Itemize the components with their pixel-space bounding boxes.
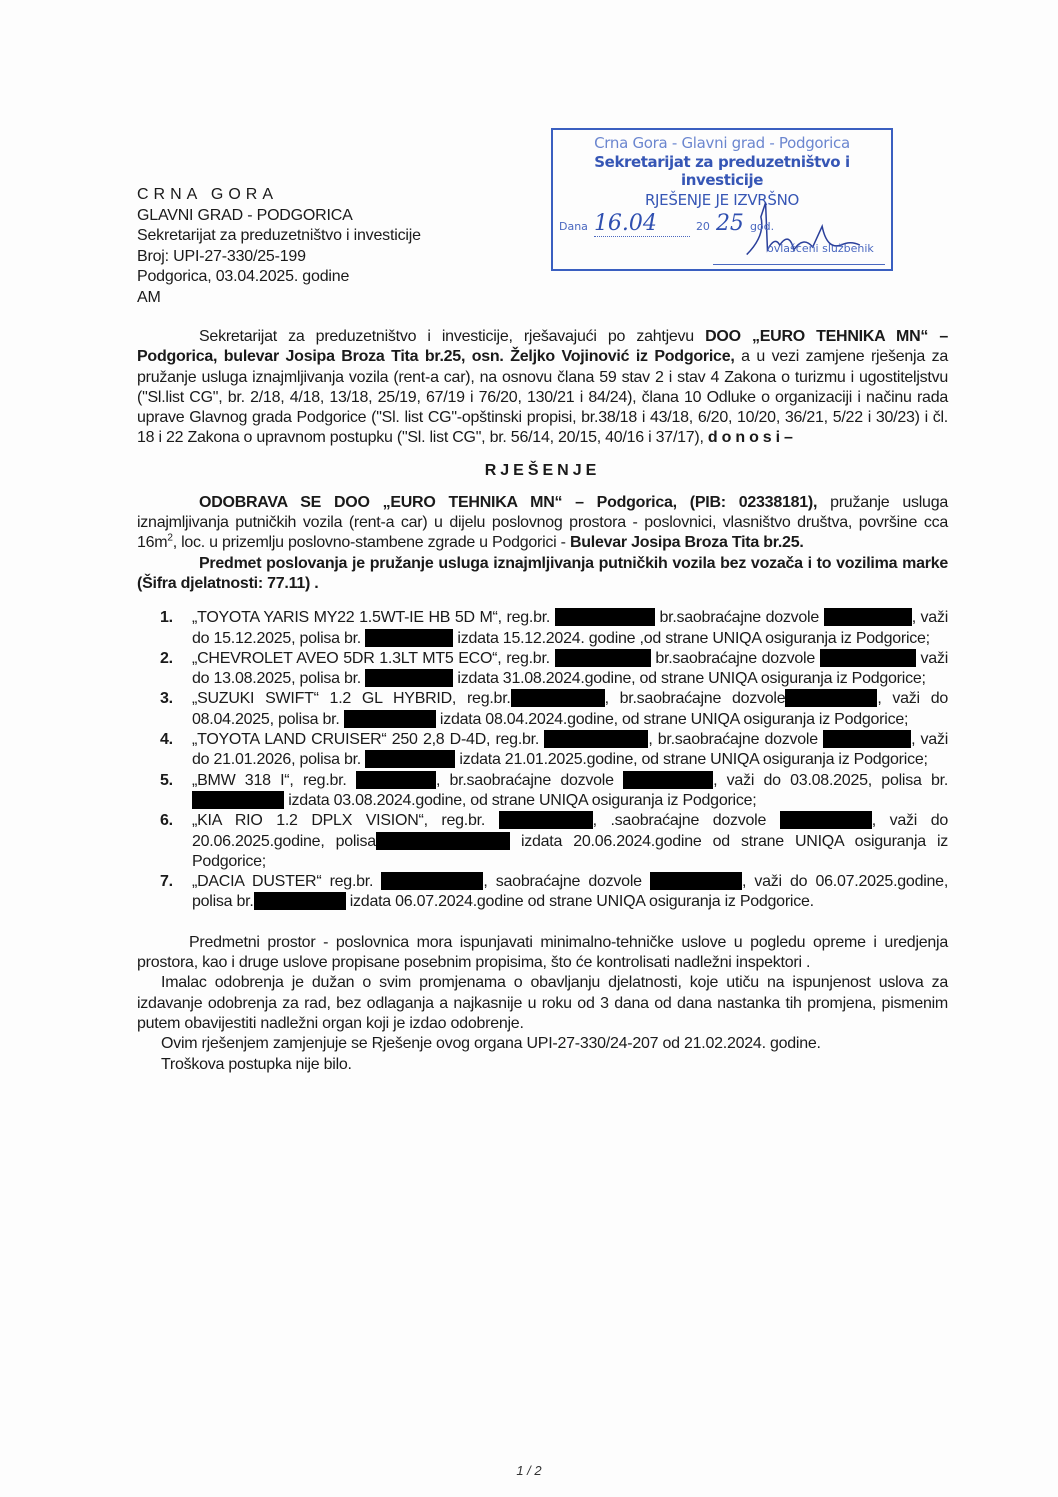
vehicle-list-item xyxy=(160,811,948,872)
list-number: 3. xyxy=(160,690,173,708)
vehicle-text: „TOYOTA YARIS MY22 1.5WT-IE HB 5D M“, reg.br. xyxy=(192,609,555,627)
vehicle-text: , važi do 06.07.2025.godine, polisa br. xyxy=(192,873,949,911)
header-country: CRNA GORA xyxy=(137,186,279,203)
redaction-block xyxy=(820,649,916,667)
redaction-block xyxy=(344,710,436,728)
header-place-date: Podgorica, 03.04.2025. godine xyxy=(137,268,350,285)
redaction-block xyxy=(780,811,872,829)
stamp-year-suffix: 25 xyxy=(715,211,744,236)
vehicle-text: , važi do 15.12.2025, polisa br. xyxy=(192,609,949,647)
vehicle-text: „SUZUKI SWIFT“ 1.2 GL HYBRID, reg.br. xyxy=(192,690,511,708)
vehicle-text: izdata 21.01.2025.godine, od strane UNIQA osiguranja iz Podgorice; xyxy=(455,751,928,769)
closing-paragraphs xyxy=(137,933,948,1075)
vehicle-list-item xyxy=(160,730,948,771)
list-number: 6. xyxy=(160,812,173,830)
vehicle-text: br.saobraćajne dozvole xyxy=(654,609,824,627)
stamp-year-prefix: 20 xyxy=(695,220,710,233)
redaction-block xyxy=(376,832,510,850)
vehicle-text: izdata 31.08.2024.godine, od strane UNIQA osiguranja iz Podgorice; xyxy=(453,670,926,688)
redaction-block xyxy=(544,730,648,748)
vehicle-list-item xyxy=(160,608,948,649)
vehicle-text: , saobraćajne dozvole xyxy=(483,873,650,891)
stamp-date: 16.04 xyxy=(594,211,690,237)
redaction-block xyxy=(365,629,453,647)
vehicle-text: , važi do 21.01.2026, polisa br. xyxy=(192,731,949,769)
vehicle-text: „CHEVROLET AVEO 5DR 1.3LT MT5 ECO“, reg.br. xyxy=(192,649,555,667)
decision-text: pružanje usluga iznajmljivanja putničkih vozila (rent-a car) u dijelu poslovnog prostora - poslovnici, vlasništvo društva, površine cca 16m xyxy=(137,493,948,552)
closing-paragraph-2: Imalac odobrenja je dužan o svim promjenama o obavljanju djelatnosti, koje utiču na ispunjenost uslova za izdavanje odobrenja za rad, bez odlaganja a najkasnije u roku od 3 dana od dana nastanka tih promjena, pismenim putem obavijestiti nadležni organ koji je izdao odobrenje. xyxy=(137,974,948,1032)
redaction-block xyxy=(511,689,605,707)
list-number: 1. xyxy=(160,609,173,627)
redaction-block xyxy=(785,689,877,707)
redaction-block xyxy=(650,872,742,890)
intro-paragraph xyxy=(137,327,948,449)
execution-stamp xyxy=(551,128,893,271)
decision-address: Bulevar Josipa Broza Tita br.25. xyxy=(569,534,804,552)
decision-paragraph xyxy=(137,493,948,594)
header-city: GLAVNI GRAD - PODGORICA xyxy=(137,206,353,224)
intro-legal-basis: a u vezi zamjene rješenja za pružanje usluga iznajmljivanja vozila (rent-a car), na osnovu člana 59 stav 2 i stav 4 Zakona o turizmu i ugostiteljstvu ("Sl.list CG", br. 2/18, 4/18, 13/18, 25/19, 67/19 i 76/20, 130/21 i 84/24), člana 10 Odluke o organizaciji i načinu rada uprave Glavnog grada Podgorice ("Sl. list CG"-opštinski propisi, br.38/18 i 43/18, 6/20, 10/20, 36/21, 5/22 i 30/23) i čl. 18 i 22 Zakona o upravnom postupku ("Sl. list CG", br. 56/14, 20/15, 40/16 i 37/17), xyxy=(137,348,948,447)
vehicle-text: , br.saobraćajne dozvole xyxy=(435,771,624,789)
intro-donosi: d o n o s i – xyxy=(707,429,793,447)
closing-paragraph-3: Ovim rješenjem zamjenjuje se Rješenje ovog organa UPI-27-330/24-207 od 21.02.2024. godine. xyxy=(161,1035,821,1053)
vehicle-text: izdata 20.06.2024.godine od strane UNIQA osiguranja iz Podgorice; xyxy=(192,832,949,870)
redaction-block xyxy=(499,811,593,829)
vehicle-text: izdata 03.08.2024.godine, od strane UNIQA osiguranja iz Podgorice; xyxy=(284,791,757,809)
decision-location: , loc. u prizemlju poslovno-stambene zgrade u Podgorici - xyxy=(172,534,570,552)
vehicle-text: izdata 06.07.2024.godine od strane UNIQA osiguranja iz Podgorice. xyxy=(345,893,814,911)
vehicle-text: izdata 15.12.2024. godine ,od strane UNIQA osiguranja iz Podgorice; xyxy=(453,629,930,647)
vehicle-list xyxy=(160,608,948,912)
stamp-official-label: ovlašćeni službenik xyxy=(767,242,874,255)
redaction-block xyxy=(555,649,651,667)
list-number: 4. xyxy=(160,731,173,749)
vehicle-text: važi do 13.08.2025, polisa br. xyxy=(192,649,949,688)
intro-text: Sekretarijat za preduzetništvo i investicije, rješavajući po zahtjevu xyxy=(199,328,706,345)
vehicle-text: , br.saobraćajne dozvole xyxy=(648,731,824,749)
closing-paragraph-4: Troškova postupka nije bilo. xyxy=(161,1055,352,1073)
redaction-block xyxy=(192,791,284,809)
redaction-block xyxy=(365,669,453,687)
vehicle-text: br.saobraćajne dozvole xyxy=(650,649,820,667)
vehicle-text: izdata 08.04.2024.godine, od strane UNIQA osiguranja iz Podgorice; xyxy=(435,710,909,728)
document-header xyxy=(137,185,421,308)
vehicle-text: , br.saobraćajne dozvole xyxy=(604,690,786,708)
vehicle-text: , važi do 03.08.2025, polisa br. xyxy=(713,771,949,789)
vehicle-text: „KIA RIO 1.2 DPLX VISION“, reg.br. xyxy=(192,812,499,830)
redaction-block xyxy=(356,771,436,789)
vehicle-text: „BMW 318 I“, reg.br. xyxy=(192,771,356,789)
redaction-block xyxy=(381,872,483,890)
stamp-god-label: god. xyxy=(749,220,775,233)
list-number: 7. xyxy=(160,873,173,891)
list-number: 5. xyxy=(160,771,173,789)
redaction-block xyxy=(555,608,655,626)
vehicle-list-item xyxy=(160,771,948,812)
header-department: Sekretarijat za preduzetništvo i investicije xyxy=(137,227,421,244)
redaction-block xyxy=(254,892,346,910)
list-number: 2. xyxy=(160,649,173,667)
stamp-signature-line xyxy=(713,264,885,265)
vehicle-list-item xyxy=(160,872,948,913)
redaction-block xyxy=(823,730,911,748)
stamp-dana-label: Dana xyxy=(559,220,588,233)
stamp-line2: Sekretarijat za preduzetništvo i investicije xyxy=(594,153,850,189)
vehicle-text: „TOYOTA LAND CRUISER“ 250 2,8 D-4D, reg.br. xyxy=(192,731,545,749)
page-number: 1 / 2 xyxy=(516,1463,542,1478)
vehicle-list-item xyxy=(160,689,948,730)
vehicle-text: , važi do 20.06.2025.godine, polisa xyxy=(192,812,948,850)
stamp-line3: RJEŠENJE JE IZVRŠNO xyxy=(644,191,800,209)
stamp-line1: Crna Gora - Glavni grad - Podgorica xyxy=(594,134,850,152)
header-initials: AM xyxy=(137,288,161,306)
decision-superscript: 2 xyxy=(167,533,173,545)
intro-applicant: DOO „EURO TEHNIKA MN“ – Podgorica, bulevar Josipa Broza Tita br.25, osn. Željko Vojinović iz Podgorice, xyxy=(137,328,948,366)
decision-subject: Predmet poslovanja je pružanje usluga iznajmljivanja putničkih vozila bez vozača i to vozilima marke (Šifra djelatnosti: 77.11) . xyxy=(137,554,948,592)
closing-paragraph-1: Predmetni prostor - poslovnica mora ispunjavati minimalno-tehničke uslove u pogledu opreme i uredjenja prostora, kao i druge uslove propisane posebnim propisima, što će kontrolisati nadležni inspektori . xyxy=(137,933,948,972)
header-number: Broj: UPI-27-330/25-199 xyxy=(137,247,306,265)
vehicle-text: , važi do 08.04.2025, polisa br. xyxy=(192,690,949,728)
redaction-block xyxy=(623,771,713,789)
vehicle-text: , .saobraćajne dozvole xyxy=(592,812,780,830)
vehicle-list-item xyxy=(160,649,948,690)
document-body xyxy=(137,327,948,1075)
decision-title: RJEŠENJE xyxy=(484,461,601,479)
redaction-block xyxy=(365,750,455,768)
stamp-date-row xyxy=(553,211,891,237)
redaction-block xyxy=(824,608,912,626)
vehicle-text: „DACIA DUSTER“ reg.br. xyxy=(192,873,382,891)
decision-approval: ODOBRAVA SE DOO „EURO TEHNIKA MN“ – Podgorica, (PIB: 02338181), xyxy=(199,493,818,511)
